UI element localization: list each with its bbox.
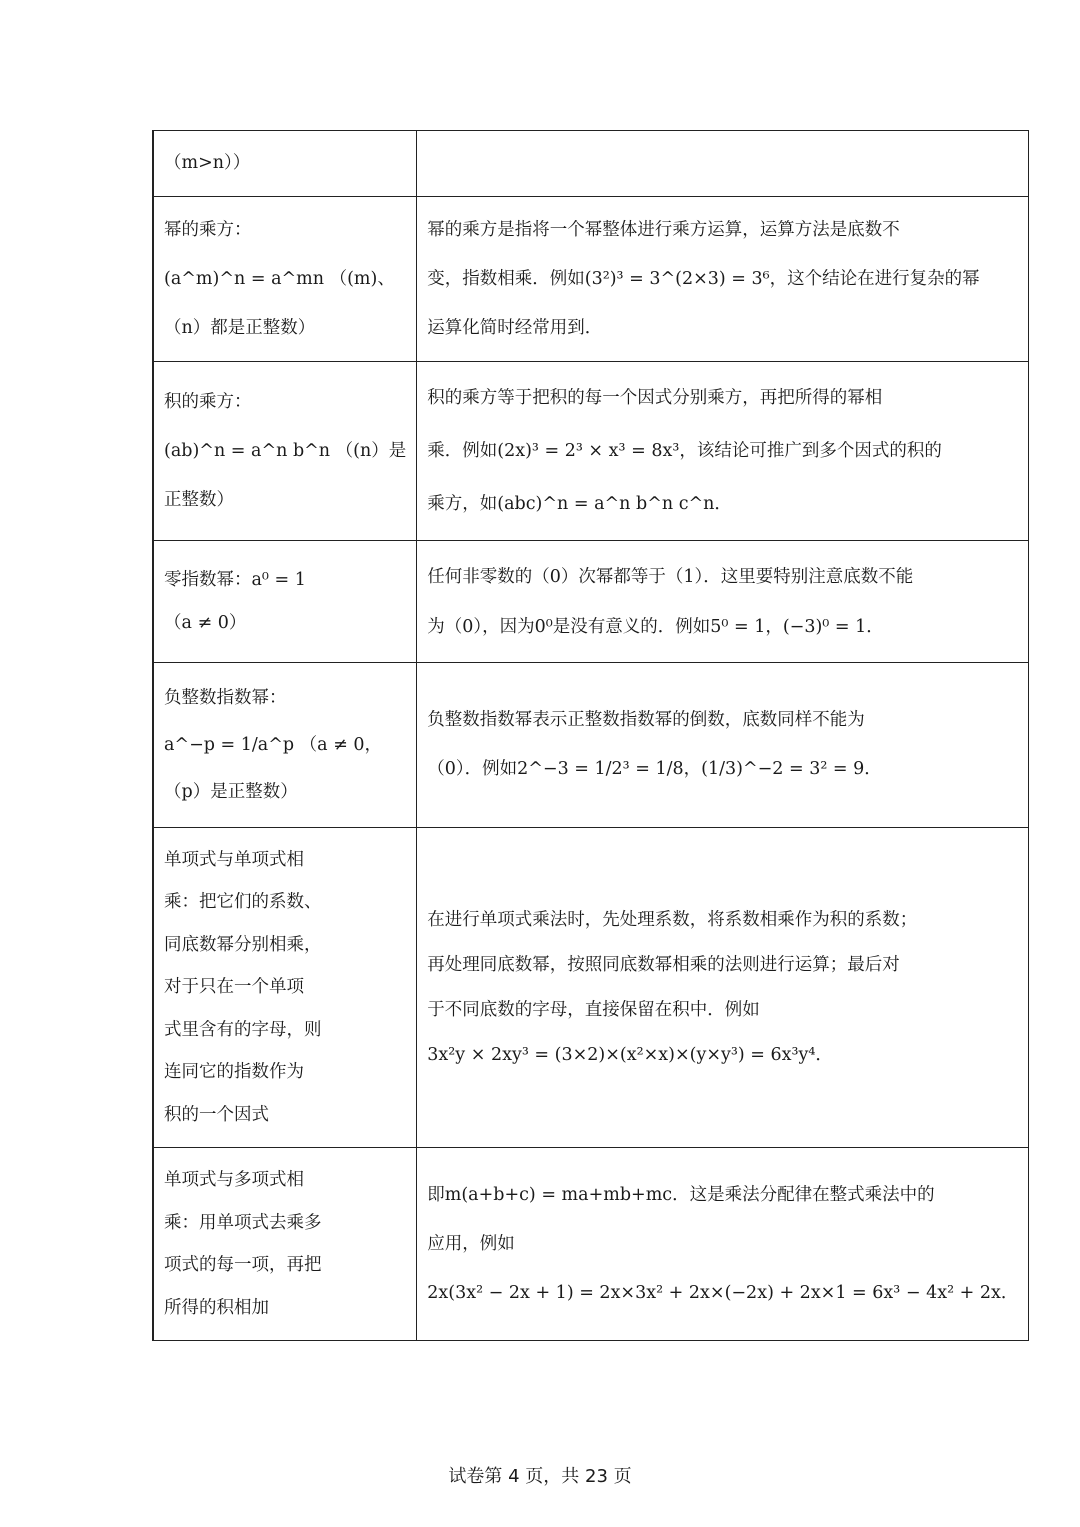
explanation-line: 幂的乘方是指将一个幂整体进行乘方运算，运算方法是底数不 xyxy=(427,219,900,240)
table-row xyxy=(153,362,1029,541)
rule-formula: 零指数幂：a⁰ = 1 xyxy=(164,570,306,590)
explanation-line: 负整数指数幂表示正整数指数幂的倒数，底数同样不能为 xyxy=(427,710,865,730)
table-row xyxy=(153,828,1029,1148)
rule-cell xyxy=(154,131,417,197)
rule-cell xyxy=(154,362,417,541)
rule-cell xyxy=(154,828,417,1148)
explanation-line: 乘．例如(2x)³ = 2³ × x³ = 8x³，该结论可推广到多个因式的积的 xyxy=(427,440,942,461)
rule-line: 乘：把它们的系数、 xyxy=(164,892,322,913)
table-row xyxy=(153,1148,1029,1341)
table-row xyxy=(153,541,1029,663)
knowledge-table xyxy=(152,130,1029,1341)
rule-line: （p）是正整数） xyxy=(164,781,298,802)
explanation-line: 积的乘方等于把积的每一个因式分别乘方，再把所得的幂相 xyxy=(427,387,883,408)
page-footer: 试卷第 4 页，共 23 页 xyxy=(448,1466,632,1487)
explanation-cell xyxy=(417,197,1029,362)
rule-formula: a^−p = 1/a^p （a ≠ 0， xyxy=(164,734,382,755)
explanation-line: 为（0），因为0⁰是没有意义的．例如5⁰ = 1，(−3)⁰ = 1． xyxy=(427,616,884,637)
table-row xyxy=(153,131,1029,197)
rule-line: 连同它的指数作为 xyxy=(164,1062,304,1083)
rule-cell xyxy=(154,197,417,362)
rule-line: 幂的乘方： xyxy=(164,219,252,240)
rule-line: 积的一个因式 xyxy=(164,1104,269,1125)
explanation-cell xyxy=(417,663,1029,828)
explanation-line: 于不同底数的字母，直接保留在积中．例如 xyxy=(427,999,760,1020)
explanation-cell xyxy=(417,131,1029,197)
explanation-cell xyxy=(417,541,1029,663)
rule-line: 正整数） xyxy=(164,489,234,510)
rule-cell xyxy=(154,1148,417,1341)
explanation-line: 运算化简时经常用到． xyxy=(427,317,603,338)
explanation-cell xyxy=(417,1148,1029,1341)
rule-line: 乘：用单项式去乘多 xyxy=(164,1212,322,1233)
rule-line: 对于只在一个单项 xyxy=(164,977,304,998)
explanation-line: 应用，例如 xyxy=(427,1233,515,1254)
rule-line: 负整数指数幂： xyxy=(164,687,287,708)
rule-formula: (a^m)^n = a^mn （(m)、 xyxy=(164,268,395,289)
explanation-line: 任何非零数的（0）次幂都等于（1）．这里要特别注意底数不能 xyxy=(427,566,914,587)
explanation-formula: 2x(3x² − 2x + 1) = 2x×3x² + 2x×(−2x) + 2x×1 = 6x³ − 4x² + 2x． xyxy=(427,1282,1019,1303)
rule-line: 单项式与单项式相 xyxy=(164,849,304,870)
explanation-cell xyxy=(417,828,1029,1148)
explanation-line: 在进行单项式乘法时，先处理系数，将系数相乘作为积的系数； xyxy=(427,909,918,930)
rule-line: （a ≠ 0） xyxy=(164,612,247,633)
explanation-line: （0）．例如2^−3 = 1/2³ = 1/8，(1/3)^−2 = 3² = 9． xyxy=(427,759,882,779)
rule-line: 项式的每一项，再把 xyxy=(164,1255,322,1275)
explanation-line: 变，指数相乘．例如(3²)³ = 3^(2×3) = 3⁶，这个结论在进行复杂的幂 xyxy=(427,268,980,289)
table-row xyxy=(153,663,1029,828)
explanation-line: 即m(a+b+c) = ma+mb+mc．这是乘法分配律在整式乘法中的 xyxy=(427,1184,935,1205)
rule-line: 单项式与多项式相 xyxy=(164,1170,304,1190)
rule-line: 积的乘方： xyxy=(164,391,252,412)
rule-line: 所得的积相加 xyxy=(164,1297,269,1318)
rule-cell xyxy=(154,541,417,663)
table-row xyxy=(153,197,1029,362)
explanation-line: 乘方，如(abc)^n = a^n b^n c^n． xyxy=(427,493,732,514)
rule-line: （n）都是正整数） xyxy=(164,317,316,338)
rule-line: 式里含有的字母，则 xyxy=(164,1019,322,1040)
explanation-formula: 3x²y × 2xy³ = (3×2)×(x²×x)×(y×y³) = 6x³y⁴． xyxy=(427,1044,833,1065)
rule-line: 同底数幂分别相乘， xyxy=(164,934,322,955)
rule-formula: (ab)^n = a^n b^n （(n）是 xyxy=(164,440,407,461)
rule-line: （m>n）） xyxy=(164,153,251,173)
rule-cell xyxy=(154,663,417,828)
explanation-cell xyxy=(417,362,1029,541)
explanation-line: 再处理同底数幂，按照同底数幂相乘的法则进行运算；最后对 xyxy=(427,954,900,975)
